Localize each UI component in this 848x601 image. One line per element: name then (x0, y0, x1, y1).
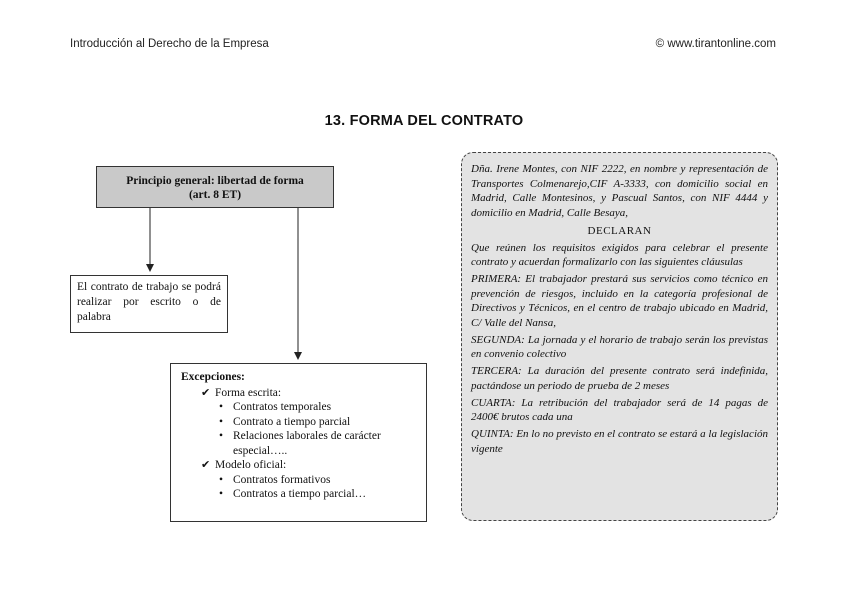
verbal-or-written-box: El contrato de trabajo se podrá realizar por escrito o de palabra (70, 275, 228, 333)
contract-clause: CUARTA: La retribución del trabajador será de 14 pagas de 2400€ brutos cada una (471, 396, 768, 423)
exception-group-written (201, 386, 418, 459)
exceptions-title: Excepciones: (181, 371, 245, 383)
header-left: Introducción al Derecho de la Empresa (70, 38, 269, 50)
contract-declaran: DECLARAN (587, 225, 652, 237)
exception-group-official (201, 458, 418, 502)
list-item: • Contratos formativos (219, 473, 418, 488)
list-item: • Relaciones laborales de carácter especial….. (219, 429, 418, 458)
list-item: • Contratos temporales (219, 400, 418, 415)
exceptions-box (170, 363, 427, 522)
contract-declaration: Que reúnen los requisitos exigidos para celebrar el presente contrato y acuerdan formalizarlo con las siguientes cláusulas (471, 241, 768, 268)
contract-example-box (461, 152, 778, 521)
checkmark-icon: ✔ (201, 386, 211, 399)
page-title: 13. FORMA DEL CONTRATO (324, 113, 524, 129)
principle-line-1: Principio general: libertad de forma (126, 175, 304, 187)
group-label: Modelo oficial: (215, 459, 287, 471)
principle-box (96, 166, 334, 208)
group-label: Forma escrita: (215, 386, 282, 399)
checkmark-icon: ✔ (201, 459, 211, 471)
header-right: © www.tirantonline.com (655, 38, 776, 50)
contract-clause: QUINTA: En lo no previsto en el contrato se estará a la legislación vigente (471, 428, 768, 455)
list-item: • Contrato a tiempo parcial (219, 415, 418, 430)
contract-clause: TERCERA: La duración del presente contrato será indefinida, pactándose un periodo de prueba de 2 meses (471, 365, 768, 392)
list-item: • Contratos a tiempo parcial… (219, 487, 418, 502)
contract-intro: Dña. Irene Montes, con NIF 2222, en nombre y representación de Transportes Colmenarejo,CIF A-3333, con domicilio social en Madrid, Calle Montesinos, y Pascual Santos, con NIF 4444 y domicilio en Madrid, Calle Besaya, (471, 163, 768, 219)
contract-clause: SEGUNDA: La jornada y el horario de trabajo serán los previstas en convenio colectivo (471, 333, 768, 360)
principle-line-2: (art. 8 ET) (188, 189, 242, 201)
contract-clause: PRIMERA: El trabajador prestará sus servicios como técnico en prevención de riesgos, incluido en la categoría profesional de Directivos y Técnicos, en el centro de trabajo ubicado en Madrid, C/ Valle del Nansa, (471, 273, 768, 329)
